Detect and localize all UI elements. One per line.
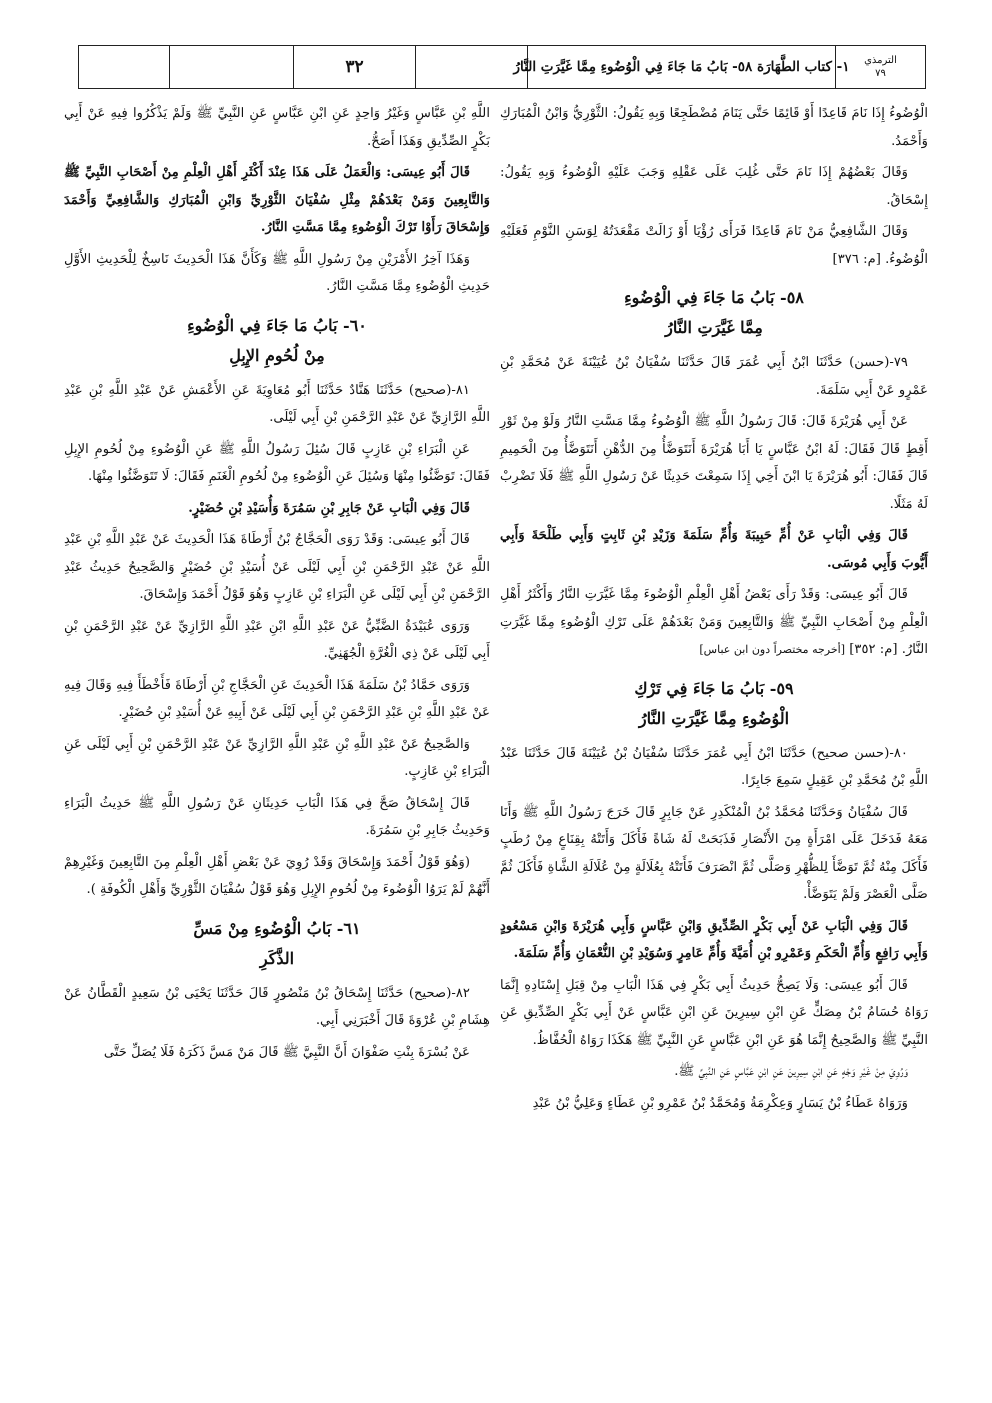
section-heading — [64, 311, 490, 371]
section-subtitle: الذَّكَرِ — [259, 948, 295, 968]
header-title: ١- كتاب الطَّهَارَة ٥٨- بَابُ مَا جَاءَ فِي الْوُضُوءِ مِمَّا غَيَّرَتِ النَّارُ — [527, 46, 835, 88]
paragraph: وَقَالَ الشَّافِعِيُّ مَنْ نَامَ قَاعِدًا فَرَأَى رُؤْيَا أَوْ زَالَتْ مَقْعَدَتُهُ لِوَسَنِ النَّوْمِ فَعَلَيْهِ الْوُضُوءُ. [م: ٣٧٦] — [500, 224, 928, 267]
hadith-isnad: ٨٠-(حسن صحيح) حَدَّثَنَا ابْنُ أَبِي عُمَرَ حَدَّثَنَا سُفْيَانُ بْنُ عُيَيْنَةَ قَالَ حَدَّثَنَا عَبْدُ اللَّهِ بْنُ مُحَمَّدِ بْنِ عَقِيلٍ سَمِعَ جَابِرًا. — [500, 745, 928, 788]
hadith-ref: ٧٩ — [875, 68, 886, 79]
hadith-isnad: ٨٢-(صحيح) حَدَّثَنَا إِسْحَاقُ بْنُ مَنْصُورٍ قَالَ حَدَّثَنَا يَحْيَى بْنُ سَعِيدٍ الْقَطَّانُ عَنْ هِشَامِ بْنِ عُرْوَةَ قَالَ أَخْبَرَنِي أَبِي. — [64, 985, 490, 1028]
abu-isa-comment: قَالَ أَبُو عِيسَى: وَقَدْ رَوَى الْحَجَّاجُ بْنُ أَرْطَاةَ هَذَا الْحَدِيثَ عَنْ عَبْدِ اللَّهِ بْنِ عَبْدِ اللَّهِ عَنْ عَبْدِ الرَّحْمَنِ بْنِ أَبِي لَيْلَى عَنْ أُسَيْدِ بْنِ حُضَيْرٍ وَالصَّحِيحُ حَدِيثُ عَبْدِ الرَّحْمَنِ بْنِ أَبِي لَيْلَى عَنِ الْبَرَاءِ بْنِ عَازِبٍ وَهُوَ قَوْلُ أَحْمَدَ وَإِسْحَاقَ. — [64, 532, 490, 602]
paragraph: وَرُوِيَ مِنْ غَيْرِ وَجْهٍ عَنِ ابْنِ سِيرِينَ عَنِ ابْنِ عَبَّاسٍ عَنِ النَّبِيِّ ﷺ. — [674, 1064, 908, 1079]
bab-note: قَالَ وَفِي الْبَابِ عَنْ أُمِّ حَبِيبَةَ وَأُمِّ سَلَمَةَ وَزَيْدِ بْنِ ثَابِتٍ وَأَبِي طَلْحَةَ وَأَبِي أَيُّوبَ وَأَبِي مُوسَى. — [500, 528, 928, 571]
abu-isa-comment: قَالَ أَبُو عِيسَى: وَالْعَمَلُ عَلَى هَذَا عِنْدَ أَكْثَرِ أَهْلِ الْعِلْمِ مِنْ أَصْحَابِ النَّبِيِّ ﷺ وَالتَّابِعِينَ وَمَنْ بَعْدَهُمْ مِثْلِ سُفْيَانَ الثَّوْرِيِّ وَابْنِ الْمُبَارَكِ وَالشَّافِعِيِّ وَأَحْمَدَ وَإِسْحَاقَ رَأَوْا تَرْكَ الْوُضُوءِ مِمَّا مَسَّتِ النَّارُ. — [64, 165, 490, 235]
hadith-text: عَنْ أَبِي هُرَيْرَةَ قَالَ: قَالَ رَسُولُ اللَّهِ ﷺ الْوُضُوءُ مِمَّا مَسَّتِ النَّارُ وَلَوْ مِنْ ثَوْرِ أَقِطٍ قَالَ فَقَالَ: لَهُ ابْنُ عَبَّاسٍ يَا أَبَا هُرَيْرَةَ أَنَتَوَضَّأُ مِنَ الدُّهْنِ أَنَتَوَضَّأُ مِنَ الْحَمِيمِ قَالَ فَقَالَ: أَبُو هُرَيْرَةَ يَا ابْنَ أَخِي إِذَا سَمِعْتَ حَدِيثًا عَنْ رَسُولِ اللَّهِ ﷺ فَلَا تَضْرِبْ لَهُ مَثَلًا. — [500, 414, 928, 512]
paragraph: وَرَوَى حَمَّادُ بْنُ سَلَمَةَ هَذَا الْحَدِيثَ عَنِ الْحَجَّاجِ بْنِ أَرْطَاةَ فَأَخْطَأَ فِيهِ وَقَالَ فِيهِ عَنْ عَبْدِ اللَّهِ بْنِ عَبْدِ الرَّحْمَنِ بْنِ أَبِي لَيْلَى عَنْ أَبِيهِ عَنْ أُسَيْدِ بْنِ حُضَيْرٍ. — [64, 677, 490, 720]
header-blank-cell — [79, 46, 169, 88]
paragraph: وَرَوَى عُبَيْدَةُ الضَّبِّيُّ عَنْ عَبْدِ اللَّهِ ابْنِ عَبْدِ اللَّهِ الرَّازِيِّ عَنْ عَبْدِ الرَّحْمَنِ بْنِ أَبِي لَيْلَى عَنْ ذِي الْغُرَّةِ الْجُهَنِيِّ. — [64, 618, 490, 661]
section-title: ٥٨- بَابُ مَا جَاءَ فِي الْوُضُوءِ — [624, 288, 804, 307]
section-subtitle: مِمَّا غَيَّرَتِ النَّارُ — [665, 318, 763, 337]
section-title: ٥٩- بَابُ مَا جَاءَ فِي تَرْكِ — [634, 678, 794, 698]
paragraph: اللَّهِ بْنِ عَبَّاسٍ وَغَيْرُ وَاحِدٍ عَنِ ابْنِ عَبَّاسٍ عَنِ النَّبِيِّ ﷺ وَلَمْ يَذْكُرُوا فِيهِ عَنْ أَبِي بَكْرٍ الصِّدِّيقِ وَهَذَا أَصَحُّ. — [64, 106, 490, 149]
paragraph: وَقَالَ بَعْضُهُمْ إِذَا نَامَ حَتَّى غُلِبَ عَلَى عَقْلِهِ وَجَبَ عَلَيْهِ الْوُضُوءُ وَبِهِ يَقُولُ: إِسْحَاقُ. — [500, 165, 928, 208]
hadith-isnad: ٨١-(صحيح) حَدَّثَنَا هَنَّادٌ حَدَّثَنَا أَبُو مُعَاوِيَةَ عَنِ الأَعْمَشِ عَنْ عَبْدِ اللَّهِ بْنِ عَبْدِ اللَّهِ الرَّازِيِّ عَنْ عَبْدِ الرَّحْمَنِ بْنِ أَبِي لَيْلَى. — [64, 382, 490, 425]
page-number: ٣٢ — [293, 46, 415, 88]
section-title: ٦٠- بَابُ مَا جَاءَ فِي الْوُضُوءِ — [187, 315, 367, 335]
paragraph: الْوُضُوءُ إِذَا نَامَ قَاعِدًا أَوْ قَائِمًا حَتَّى يَنَامَ مُضْطَجِعًا وَبِهِ يَقُولُ: الثَّوْرِيُّ وَابْنُ الْمُبَارَكِ وَأَحْمَدُ. — [500, 106, 928, 149]
abu-isa-comment: قَالَ أَبُو عِيسَى: وَلَا يَصِحُّ حَدِيثُ أَبِي بَكْرٍ فِي هَذَا الْبَابِ مِنْ قِبَلِ إِسْنَادِهِ إِنَّمَا رَوَاهُ حُسَامُ بْنُ مِصَكٍّ عَنِ ابْنِ سِيرِينَ عَنِ ابْنِ عَبَّاسٍ عَنْ أَبِي بَكْرٍ الصِّدِّيقِ عَنِ النَّبِيِّ ﷺ وَالصَّحِيحُ إِنَّمَا هُوَ عَنِ ابْنِ عَبَّاسٍ عَنِ النَّبِيِّ ﷺ هَكَذَا رَوَاهُ الْحُفَّاظُ. — [500, 977, 928, 1048]
comment-text: قَالَ أَبُو عِيسَى: وَقَدْ رَأَى بَعْضُ أَهْلِ الْعِلْمِ الْوُضُوءَ مِمَّا غَيَّرَتِ النَّارُ وَأَكْثَرُ أَهْلِ الْعِلْمِ مِنْ أَصْحَابِ النَّبِيِّ ﷺ وَالتَّابِعِينَ وَمَنْ بَعْدَهُمْ عَلَى تَرْكِ الْوُضُوءِ مِمَّا غَيَّرَتِ النَّارُ. [م: ٣٥٢] — [500, 587, 928, 657]
paragraph: قَالَ إِسْحَاقُ صَحَّ فِي هَذَا الْبَابِ حَدِيثَانِ عَنْ رَسُولِ اللَّهِ ﷺ حَدِيثُ الْبَرَاءِ وَحَدِيثُ جَابِرِ بْنِ سَمُرَةَ. — [64, 795, 490, 838]
hadith-text: عَنِ الْبَرَاءِ بْنِ عَازِبٍ قَالَ سُئِلَ رَسُولُ اللَّهِ ﷺ عَنِ الْوُضُوءِ مِنْ لُحُومِ الإِبِلِ فَقَالَ: تَوَضَّئُوا مِنْهَا وَسُئِلَ عَنِ الْوُضُوءِ مِنْ لُحُومِ الْغَنَمِ فَقَالَ: لَا تَتَوَضَّئُوا مِنْهَا. — [64, 441, 490, 484]
section-heading — [64, 914, 490, 974]
header-blank-cell — [169, 46, 293, 88]
section-subtitle: الْوُضُوءِ مِمَّا غَيَّرَتِ النَّارُ — [638, 708, 790, 728]
hadith-isnad: ٧٩-(حسن) حَدَّثَنَا ابْنُ أَبِي عُمَرَ قَالَ حَدَّثَنَا سُفْيَانُ بْنُ عُيَيْنَةَ عَنْ مُحَمَّدِ بْنِ عَمْرٍو عَنْ أَبِي سَلَمَةَ. — [500, 355, 928, 398]
paragraph: وَرَوَاهُ عَطَاءُ بْنُ يَسَارٍ وَعِكْرِمَةُ وَمُحَمَّدُ بْنُ عَمْرِو بْنِ عَطَاءٍ وَعَلِيُّ بْنُ عَبْدِ — [532, 1095, 908, 1111]
abu-isa-comment — [500, 581, 928, 664]
page-header — [78, 45, 926, 89]
header-book-cell — [835, 46, 925, 88]
paragraph: وَهَذَا آخِرُ الأَمْرَيْنِ مِنْ رَسُولِ اللَّهِ ﷺ وَكَأَنَّ هَذَا الْحَدِيثَ نَاسِخٌ لِلْحَدِيثِ الأَوَّلِ حَدِيثِ الْوُضُوءِ مِمَّا مَسَّتِ النَّارُ. — [64, 251, 490, 294]
section-heading — [500, 283, 928, 343]
takhrij-note: [أخرجه مختصراً دون ابن عباس] — [699, 643, 845, 656]
paragraph: (وَهُوَ قَوْلُ أَحْمَدَ وَإِسْحَاقَ وَقَدْ رُوِيَ عَنْ بَعْضِ أَهْلِ الْعِلْمِ مِنَ التَّابِعِينَ وَغَيْرِهِمْ أَنَّهُمْ لَمْ يَرَوُا الْوُضُوءَ مِنْ لُحُومِ الإِبِلِ وَهُوَ قَوْلُ سُفْيَانَ الثَّوْرِيِّ وَأَهْلِ الْكُوفَةِ ). — [64, 854, 490, 897]
paragraph: وَالصَّحِيحُ عَنْ عَبْدِ اللَّهِ بْنِ عَبْدِ اللَّهِ الرَّازِيِّ عَنْ عَبْدِ الرَّحْمَنِ بْنِ أَبِي لَيْلَى عَنِ الْبَرَاءِ بْنِ عَازِبٍ. — [64, 736, 490, 779]
section-title: ٦١- بَابُ الْوُضُوءِ مِنْ مَسِّ — [193, 918, 361, 938]
book-name: الترمذي — [864, 55, 897, 66]
hadith-text: عَنْ بُسْرَةَ بِنْتِ صَفْوَانَ أَنَّ النَّبِيَّ ﷺ قَالَ مَنْ مَسَّ ذَكَرَهُ فَلَا يُصَلِّ حَتَّى — [103, 1044, 470, 1060]
section-subtitle: مِنْ لُحُومِ الإِبِلِ — [229, 345, 325, 365]
left-column — [64, 100, 490, 1070]
hadith-text: قَالَ سُفْيَانُ وَحَدَّثَنَا مُحَمَّدُ بْنُ الْمُنْكَدِرِ عَنْ جَابِرٍ قَالَ خَرَجَ رَسُولُ اللَّهِ ﷺ وَأَنَا مَعَهُ فَدَخَلَ عَلَى امْرَأَةٍ مِنَ الأَنْصَارِ فَذَبَحَتْ لَهُ شَاةً فَأَكَلَ وَأَتَتْهُ بِقِنَاعٍ مِنْ رُطَبٍ فَأَكَلَ مِنْهُ ثُمَّ تَوَضَّأَ لِلظُّهْرِ وَصَلَّى ثُمَّ انْصَرَفَ فَأَتَتْهُ بِعُلَالَةٍ مِنْ عُلَالَةِ الشَّاةِ فَأَكَلَ ثُمَّ صَلَّى الْعَصْرَ وَلَمْ يَتَوَضَّأْ. — [500, 804, 928, 902]
section-heading — [500, 674, 928, 734]
right-column — [500, 100, 928, 1121]
bab-note: قَالَ وَفِي الْبَابِ عَنْ جَابِرِ بْنِ سَمُرَةَ وَأُسَيْدِ بْنِ حُضَيْرٍ. — [188, 500, 470, 516]
header-blank-cell — [415, 46, 527, 88]
bab-note: قَالَ وَفِي الْبَابِ عَنْ أَبِي بَكْرٍ الصِّدِّيقِ وَابْنِ عَبَّاسٍ وَأَبِي هُرَيْرَةَ وَابْنِ مَسْعُودٍ وَأَبِي رَافِعٍ وَأُمِّ الْحَكَمِ وَعَمْرِو بْنِ أُمَيَّةَ وَأُمِّ عَامِرٍ وَسُوَيْدِ بْنِ النُّعْمَانِ وَأُمِّ سَلَمَةَ. — [500, 918, 928, 961]
